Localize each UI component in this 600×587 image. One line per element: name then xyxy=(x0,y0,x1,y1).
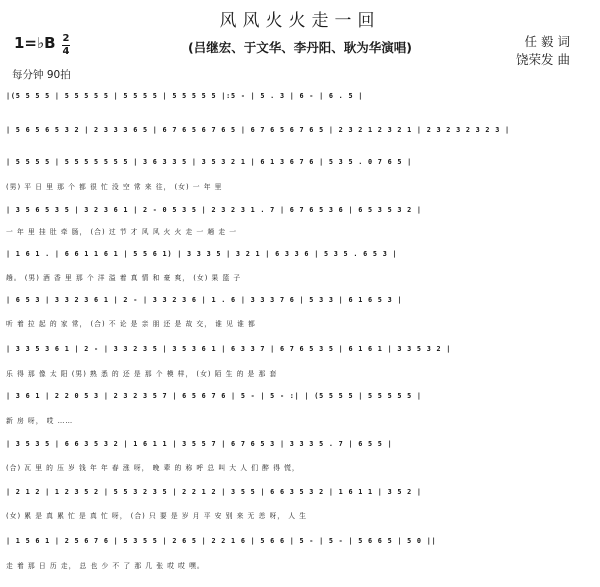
lyric-line: 一 年 里 挂 肚 牵 肠， (合) 过 节 才 风 风 火 火 走 一 趟 走 一 xyxy=(6,228,238,236)
lyric-line: 新 房 呀， 哎 …… xyxy=(6,417,74,425)
time-signature-bottom: 4 xyxy=(62,46,70,57)
notation-line: |(5 5 5 5 | 5 5 5 5 5 | 5 5 5 5 | 5 5 5 5 5 |:5 - | 5 . 3 | 6 - | 6 . 5 | xyxy=(6,92,364,100)
notation-line: | 3 6 1 | 2 2 0 5 3 | 2 3 2 3 5 7 | 6 5 6 7 6 | 5 - | 5 - :| | (5 5 5 5 | 5 5 5 5 5 | xyxy=(6,392,422,400)
notation-line: | 5 5 5 5 | 5 5 5 5 5 5 5 | 3 6 3 3 5 | 3 5 3 2 1 | 6 1 3 6 7 6 | 5 3 5 . 0 7 6 5 | xyxy=(6,158,413,166)
notation-line: | 5 6 5 6 5 3 2 | 2 3 3 3 6 5 | 6 7 6 5 6 7 6 5 | 6 7 6 5 6 7 6 5 | 2 3 2 1 2 3 2 1 | 2 3 2 3 2 3 2 3 | xyxy=(6,126,510,134)
time-signature-top: 2 xyxy=(62,33,70,44)
notation-line: | 3 5 3 5 | 6 6 3 5 3 2 | 1 6 1 1 | 3 5 5 7 | 6 7 6 5 3 | 3 3 3 5 . 7 | 6 5 5 | xyxy=(6,440,393,448)
key-signature: 1=♭B xyxy=(14,34,56,52)
singers-credit: (吕继宏、于文华、李丹阳、耿为华演唱) xyxy=(188,40,412,55)
composer-credit: 饶荣发 曲 xyxy=(516,52,570,67)
score-body xyxy=(6,0,594,587)
lyric-line: 走 着 那 日 历 走， 总 也 少 不 了 那 几 张 哎 哎 嘿。 xyxy=(6,562,205,570)
notation-line: | 3 3 5 3 6 1 | 2 - | 3 3 2 3 5 | 3 5 3 6 1 | 6 3 3 7 | 6 7 6 5 3 5 | 6 1 6 1 | 3 3 5 3 2 | xyxy=(6,345,452,353)
notation-line: | 2 1 2 | 1 2 3 5 2 | 5 5 3 2 3 5 | 2 2 1 2 | 3 5 5 | 6 6 3 5 3 2 | 1 6 1 1 | 3 5 2 | xyxy=(6,488,422,496)
notation-line: | 1 6 1 . | 6 6 1 1 6 1 | 5 5 6 1) | 3 3 3 5 | 3 2 1 | 6 3 3 6 | 5 3 5 . 6 5 3 | xyxy=(6,250,398,258)
lyricist-credit: 任 毅 词 xyxy=(524,34,570,49)
lyric-line: (男) 平 日 里 那 个 都 很 忙 没 空 常 来 往， (女) 一 年 里 xyxy=(6,183,223,191)
lyric-line: (女) 累 是 真 累 忙 是 真 忙 呀， (合) 只 要 是 岁 月 平 安 别 来 无 恙 呀， 人 生 xyxy=(6,512,307,520)
lyric-line: 乐 得 那 像 太 阳 (男) 熟 悉 的 还 是 那 个 模 样， (女) 陌 生 的 是 那 套 xyxy=(6,370,278,378)
notation-line: | 3 5 6 5 3 5 | 3 2 3 6 1 | 2 - 0 5 3 5 | 2 3 2 3 1 . 7 | 6 7 6 5 3 6 | 6 5 3 5 3 2 | xyxy=(6,206,422,214)
lyric-line: (合) 瓦 里 的 压 岁 钱 年 年 春 涨 呀， 晚 辈 的 称 呼 总 叫 大 人 们 醉 得 慌， xyxy=(6,464,300,472)
song-title: 风风火火走一回 xyxy=(219,11,381,31)
lyric-line: 趟。 (男) 酒 香 里 那 个 洋 溢 着 真 情 和 豪 爽， (女) 果 篮 子 xyxy=(6,274,242,282)
notation-line: | 1 5 6 1 | 2 5 6 7 6 | 5 3 5 5 | 2 6 5 | 2 2 1 6 | 5 6 6 | 5 - | 5 - | 5 6 6 5 | 5 0 || xyxy=(6,537,437,545)
tempo-marking: 每分钟 90拍 xyxy=(12,69,71,81)
lyric-line: 听 着 拉 起 的 家 常， (合) 不 论 是 亲 朋 还 是 故 交， 谁 见 谁 都 xyxy=(6,320,256,328)
notation-line: | 6 5 3 | 3 3 2 3 6 1 | 2 - | 3 3 2 3 6 | 1 . 6 | 3 3 3 7 6 | 5 3 3 | 6 1 6 5 3 | xyxy=(6,296,403,304)
